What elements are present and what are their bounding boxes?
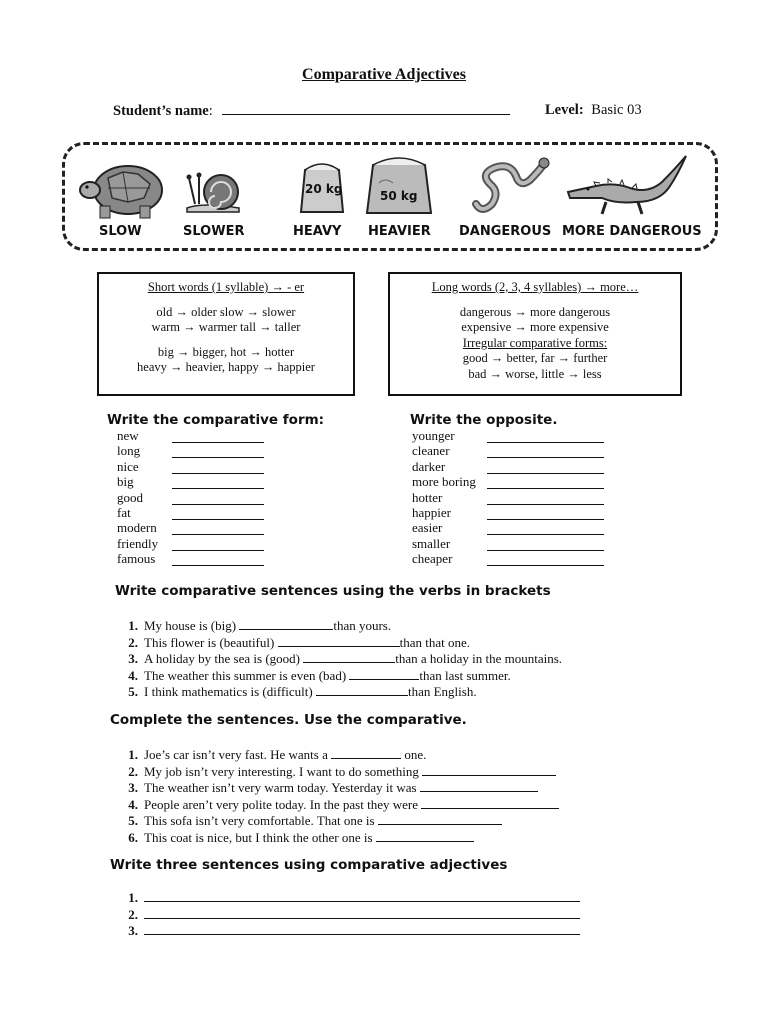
section-opposite-heading: Write the opposite. [410, 412, 558, 428]
list-item [114, 889, 580, 906]
list-item [114, 779, 559, 796]
word-row [412, 551, 452, 567]
item-number: 3. [128, 923, 138, 938]
write-list [114, 889, 580, 939]
snake-icon [470, 154, 550, 216]
list-item [114, 906, 580, 923]
list-item [114, 829, 559, 846]
item-text-end: than English. [407, 684, 477, 699]
item-text: The weather isn’t very warm today. Yesterday it was [144, 780, 420, 795]
caption-heavy: HEAVY [293, 224, 342, 239]
snail-icon [183, 164, 243, 214]
rule-line: bad → worse, little → less [468, 366, 602, 381]
item-text-end: than that one. [399, 634, 470, 650]
item-number: 2. [128, 763, 138, 779]
item-number: 5. [128, 684, 138, 699]
answer-blank[interactable] [172, 476, 264, 489]
student-name-label: Student’s name [113, 103, 209, 119]
answer-blank[interactable] [316, 683, 408, 696]
word-label: new [117, 428, 139, 443]
word-label: easier [412, 520, 443, 536]
item-number: 1. [128, 747, 138, 762]
answer-blank[interactable] [144, 922, 580, 935]
caption-dangerous: DANGEROUS [459, 224, 552, 239]
word-label: darker [412, 458, 446, 474]
word-row [412, 428, 455, 444]
word-row [412, 520, 442, 536]
item-text: My house is (big) [144, 618, 240, 633]
answer-blank[interactable] [172, 507, 264, 520]
level-label: Level: [545, 102, 584, 118]
sentences-list [114, 617, 562, 700]
word-label: modern [117, 520, 157, 536]
item-number: 4. [128, 796, 138, 812]
list-item [114, 746, 559, 763]
word-label: nice [117, 458, 139, 474]
level-value: Basic 03 [591, 102, 642, 118]
item-text: People aren’t very polite today. In the past they were [144, 796, 422, 812]
answer-blank[interactable] [420, 779, 538, 792]
answer-blank[interactable] [144, 889, 580, 902]
answer-blank[interactable] [487, 492, 604, 505]
word-label: famous [117, 551, 156, 567]
item-text-end: than a holiday in the mountains. [395, 651, 563, 666]
answer-blank[interactable] [303, 650, 395, 663]
item-text: My job isn’t very interesting. I want to do something [144, 763, 423, 779]
word-row [412, 474, 476, 490]
answer-blank[interactable] [378, 812, 502, 825]
student-name-field[interactable] [222, 102, 510, 115]
word-row [117, 505, 131, 521]
word-row [412, 490, 442, 506]
answer-blank[interactable] [487, 445, 604, 458]
answer-blank[interactable] [172, 522, 264, 535]
answer-blank[interactable] [239, 617, 333, 630]
weight-label-20: 20 kg [305, 182, 343, 196]
list-item [114, 667, 562, 684]
word-row [117, 474, 134, 490]
answer-blank[interactable] [421, 796, 559, 809]
answer-blank[interactable] [144, 906, 580, 919]
answer-blank[interactable] [331, 746, 401, 759]
answer-blank[interactable] [487, 430, 604, 443]
rule-line: big → bigger, hot → hotter [157, 344, 295, 359]
caption-slow: SLOW [99, 224, 142, 239]
word-label: fat [117, 505, 131, 520]
word-row [117, 428, 139, 444]
answer-blank[interactable] [487, 538, 604, 551]
item-number: 3. [128, 651, 138, 666]
word-row [117, 490, 143, 506]
list-item [114, 796, 559, 813]
word-label: happier [412, 505, 451, 520]
word-row [412, 505, 451, 521]
word-label: cleaner [412, 443, 450, 459]
page-title: Comparative Adjectives [302, 66, 466, 83]
caption-heavier: HEAVIER [368, 224, 431, 239]
long-words-heading: Long words (2, 3, 4 syllables) → more… [431, 280, 639, 294]
answer-blank[interactable] [487, 553, 604, 566]
section-complete-heading: Complete the sentences. Use the comparative. [110, 712, 467, 728]
word-label: good [117, 489, 143, 505]
item-text: Joe’s car isn’t very fast. He wants a [144, 747, 332, 762]
word-row [412, 443, 450, 459]
answer-blank[interactable] [487, 522, 604, 535]
list-item [114, 634, 562, 651]
irregular-heading: Irregular comparative forms: [462, 335, 608, 350]
weight-label-50: 50 kg [380, 189, 418, 203]
item-number: 1. [128, 618, 138, 633]
answer-blank[interactable] [349, 667, 419, 680]
student-name-row: Student’s name: [113, 102, 510, 120]
answer-blank[interactable] [172, 553, 264, 566]
word-label: long [117, 443, 141, 459]
rule-line: dangerous → more dangerous [459, 304, 611, 319]
rule-line: heavy → heavier, happy → happier [137, 360, 315, 374]
word-label: younger [412, 428, 455, 443]
answer-blank[interactable] [487, 507, 604, 520]
word-row [117, 520, 157, 536]
list-item [114, 650, 562, 667]
complete-list [114, 746, 559, 845]
word-row [117, 443, 140, 459]
word-row [412, 536, 450, 552]
answer-blank[interactable] [172, 538, 264, 551]
item-number: 2. [128, 906, 138, 922]
crocodile-icon [566, 152, 688, 218]
sack-50kg-icon [365, 153, 433, 216]
answer-blank[interactable] [487, 476, 604, 489]
item-text-end: one. [401, 747, 427, 762]
item-text-end: than yours. [333, 618, 392, 633]
rule-line: warm → warmer tall → taller [151, 320, 301, 334]
item-text: This coat is nice, but I think the other one is [144, 829, 376, 845]
answer-blank[interactable] [172, 492, 264, 505]
item-number: 1. [128, 890, 138, 905]
item-number: 4. [128, 667, 138, 683]
rule-line: good → better, far → further [462, 351, 608, 365]
answer-blank[interactable] [487, 461, 604, 474]
list-item [114, 763, 559, 780]
tortoise-icon [78, 160, 170, 220]
list-item [114, 617, 562, 634]
answer-blank[interactable] [422, 763, 556, 776]
section-sentences-heading: Write comparative sentences using the verbs in brackets [115, 583, 551, 599]
section-comparative-heading: Write the comparative form: [107, 412, 325, 428]
caption-more-dangerous: MORE DANGEROUS [562, 224, 702, 239]
answer-blank[interactable] [172, 445, 264, 458]
short-words-heading: Short words (1 syllable) → - er [147, 280, 305, 294]
answer-blank[interactable] [278, 634, 400, 647]
item-text: This sofa isn’t very comfortable. That one is [144, 813, 378, 828]
section-write-heading: Write three sentences using comparative adjectives [110, 857, 508, 873]
item-text: This flower is (beautiful) [144, 634, 278, 650]
item-text: A holiday by the sea is (good) [144, 651, 304, 666]
answer-blank[interactable] [172, 430, 264, 443]
word-row [412, 459, 445, 475]
word-label: more boring [412, 474, 476, 490]
word-row [117, 536, 158, 552]
word-label: hotter [412, 489, 443, 505]
list-item [114, 683, 562, 700]
word-row [117, 551, 155, 567]
word-label: friendly [117, 535, 159, 551]
item-number: 2. [128, 634, 138, 650]
list-item [114, 812, 559, 829]
word-label: big [117, 474, 134, 490]
answer-blank[interactable] [376, 829, 474, 842]
rule-line: old → older slow → slower [156, 304, 296, 319]
answer-blank[interactable] [172, 461, 264, 474]
word-label: smaller [412, 535, 451, 551]
item-number: 6. [128, 829, 138, 845]
long-words-box [388, 272, 682, 396]
caption-slower: SLOWER [183, 224, 245, 239]
item-text-end: than last summer. [419, 667, 511, 683]
level-row [545, 102, 642, 119]
item-number: 3. [128, 780, 138, 795]
short-words-box [97, 272, 355, 396]
item-text: I think mathematics is (difficult) [144, 684, 316, 699]
rule-line: expensive → more expensive [461, 320, 609, 334]
list-item [114, 922, 580, 939]
word-label: cheaper [412, 551, 453, 567]
item-number: 5. [128, 813, 138, 828]
word-row [117, 459, 139, 475]
item-text: The weather this summer is even (bad) [144, 667, 350, 683]
